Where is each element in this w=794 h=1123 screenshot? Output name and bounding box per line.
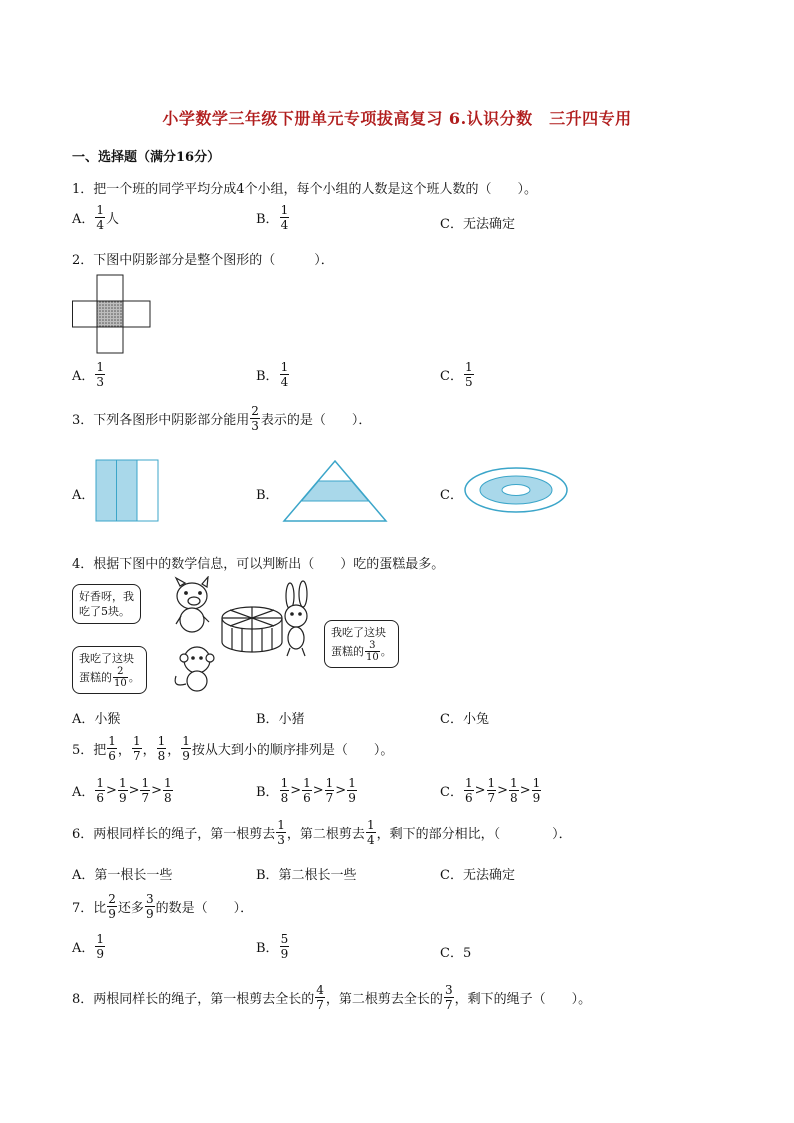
fraction: $\frac{1}{7}$ (141, 776, 150, 805)
q3-option-b-label[interactable]: B． (256, 488, 279, 503)
q1-option-a[interactable] (72, 203, 119, 232)
pig-icon (176, 577, 209, 632)
fraction: $\frac{1}{6}$ (96, 776, 105, 805)
fraction: $\frac{1}{5}$ (464, 360, 473, 389)
bubble-text: 蛋糕的 (331, 645, 364, 658)
question-text: 的数是（ ）． (155, 901, 254, 916)
bubble-text: 吃了5块。 (79, 605, 130, 618)
fraction: $\frac{3}{10}$ (366, 640, 379, 663)
q1-option-c[interactable]: C．无法确定 (440, 217, 515, 232)
greater-than-sign: > (497, 783, 509, 798)
fraction: $\frac{1}{4}$ (96, 203, 105, 232)
greater-than-sign: > (290, 783, 302, 798)
question-text: ，第二根剪去全长的 (325, 992, 443, 1007)
comma: ， (167, 743, 181, 758)
question-1: 1．把一个班的同学平均分成4个小组，每个小组的人数是这个班人数的（ ）。 (72, 182, 538, 197)
option-label: C． (440, 369, 463, 384)
bubble-text: 我吃了这块 (79, 652, 134, 665)
bubble-text-row (331, 640, 392, 663)
q7-option-c[interactable]: C．5 (440, 946, 472, 961)
bubble-text: 。 (380, 645, 392, 658)
fraction: $\frac{1}{4}$ (280, 203, 289, 232)
triangle-shaded-band (302, 481, 369, 501)
question-text: 8．两根同样长的绳子，第一根剪去全长的 (72, 992, 315, 1007)
option-label: A． (72, 369, 95, 384)
question-text: 5．把 (72, 743, 107, 758)
cake-illustration (72, 576, 412, 694)
question-8 (72, 983, 591, 1012)
option-label: C． (440, 785, 463, 800)
fraction: $\frac{1}{9}$ (96, 932, 105, 961)
question-text: 6．两根同样长的绳子，第一根剪去 (72, 827, 276, 842)
triangle-figure[interactable] (282, 459, 388, 523)
q2-option-b[interactable] (256, 360, 290, 389)
fraction: $\frac{1}{6}$ (464, 776, 473, 805)
fraction: $\frac{1}{7}$ (132, 734, 141, 763)
q2-option-a[interactable] (72, 360, 106, 389)
greater-than-sign: > (519, 783, 531, 798)
option-label: B． (256, 941, 279, 956)
fraction: $\frac{2}{9}$ (108, 892, 116, 921)
question-text: 表示的是（ ）． (260, 413, 372, 428)
bubble-text: 蛋糕的 (79, 671, 112, 684)
animals-and-cake-drawing (172, 576, 322, 694)
fraction: $\frac{1}{7}$ (325, 776, 334, 805)
fraction: $\frac{1}{9}$ (182, 734, 190, 763)
option-label: A． (72, 212, 95, 227)
fraction: $\frac{1}{8}$ (157, 734, 166, 763)
q7-option-b[interactable] (256, 932, 290, 961)
fraction: $\frac{4}{7}$ (316, 983, 324, 1012)
fraction: $\frac{1}{9}$ (348, 776, 356, 805)
comma: ， (117, 743, 131, 758)
unit-text: 人 (106, 212, 120, 227)
q4-option-c[interactable]: C．小兔 (440, 712, 489, 727)
ellipse-rings-figure[interactable] (463, 466, 569, 514)
option-label: A． (72, 785, 95, 800)
fraction: $\frac{1}{6}$ (108, 734, 116, 763)
question-5 (72, 734, 393, 763)
cross-bottom-square (97, 327, 123, 353)
q6-option-c[interactable]: C．无法确定 (440, 868, 515, 883)
fraction: $\frac{3}{9}$ (145, 892, 154, 921)
cross-shaded-square (97, 301, 123, 327)
section-heading: 一、选择题（满分16分） (72, 150, 221, 165)
page-title: 小学数学三年级下册单元专项拔高复习 6.认识分数 三升四专用 (162, 109, 632, 128)
greater-than-sign: > (335, 783, 347, 798)
option-label: B． (256, 212, 279, 227)
question-text: ，剩下的部分相比，（ ）． (376, 827, 572, 842)
fraction: $\frac{2}{3}$ (251, 404, 259, 433)
bubble-text: 我吃了这块 (331, 626, 386, 639)
cross-top-square (97, 275, 123, 301)
cake-icon (222, 607, 282, 652)
monkey-icon (175, 647, 214, 691)
bubble-text: 好香呀，我 (79, 590, 134, 603)
pig-speech-bubble (72, 584, 141, 624)
greater-than-sign: > (474, 783, 486, 798)
question-4: 4．根据下图中的数学信息，可以判断出（ ）吃的蛋糕最多。 (72, 557, 445, 572)
fraction: $\frac{1}{3}$ (96, 360, 105, 389)
question-text: 3．下列各图形中阴影部分能用 (72, 413, 250, 428)
question-3 (72, 404, 371, 433)
fraction: $\frac{3}{7}$ (444, 983, 453, 1012)
q7-option-a[interactable] (72, 932, 106, 961)
fraction: $\frac{2}{10}$ (114, 666, 127, 689)
bubble-text-row (79, 666, 140, 689)
greater-than-sign: > (312, 783, 324, 798)
greater-than-sign: > (106, 783, 117, 798)
fraction: $\frac{1}{3}$ (277, 818, 285, 847)
fraction: $\frac{1}{4}$ (366, 818, 375, 847)
question-text: 按从大到小的顺序排列是（ ）。 (191, 743, 394, 758)
fraction: $\frac{1}{4}$ (280, 360, 289, 389)
question-text: ，第二根剪去 (286, 827, 365, 842)
question-7 (72, 892, 253, 921)
option-label: B． (256, 785, 279, 800)
rabbit-icon (285, 581, 307, 656)
greater-than-sign: > (128, 783, 140, 798)
q5-option-c[interactable] (440, 776, 542, 805)
fraction: $\frac{1}{6}$ (303, 776, 311, 805)
cross-figure (72, 274, 152, 354)
fraction: $\frac{1}{8}$ (164, 776, 172, 805)
unshaded-third (137, 460, 158, 521)
question-text: 还多 (117, 901, 144, 916)
option-label: B． (256, 369, 279, 384)
fraction: $\frac{1}{7}$ (487, 776, 496, 805)
q4-option-a[interactable]: A．小猴 (72, 712, 121, 727)
q6-option-b[interactable]: B．第二根长一些 (256, 868, 357, 883)
question-text: 7．比 (72, 901, 107, 916)
bubble-text: 。 (128, 671, 140, 684)
fraction: $\frac{1}{9}$ (118, 776, 127, 805)
q6-option-a[interactable]: A．第一根长一些 (72, 868, 173, 883)
question-6 (72, 818, 572, 847)
monkey-speech-bubble (72, 646, 147, 694)
q5-option-b[interactable] (256, 776, 358, 805)
fraction: $\frac{1}{8}$ (510, 776, 518, 805)
q4-option-b[interactable]: B．小猪 (256, 712, 305, 727)
cross-left-square (73, 301, 98, 327)
cross-right-square (123, 301, 150, 327)
rabbit-speech-bubble (324, 620, 399, 668)
option-label: A． (72, 941, 95, 956)
q3-option-c-label[interactable]: C． (440, 488, 463, 503)
inner-ring (502, 485, 530, 496)
fraction: $\frac{1}{8}$ (280, 776, 289, 805)
fraction: $\frac{5}{9}$ (280, 932, 289, 961)
question-2: 2．下图中阴影部分是整个图形的（ ）． (72, 253, 334, 268)
fraction: $\frac{1}{9}$ (532, 776, 541, 805)
question-text: ，剩下的绳子（ ）。 (454, 992, 592, 1007)
q2-option-c[interactable] (440, 360, 475, 389)
comma: ， (142, 743, 156, 758)
q5-option-a[interactable] (72, 776, 174, 805)
q3-option-a-label[interactable]: A． (72, 488, 95, 503)
rectangle-thirds-figure[interactable] (95, 459, 159, 522)
greater-than-sign: > (151, 783, 163, 798)
q1-option-b[interactable] (256, 203, 290, 232)
